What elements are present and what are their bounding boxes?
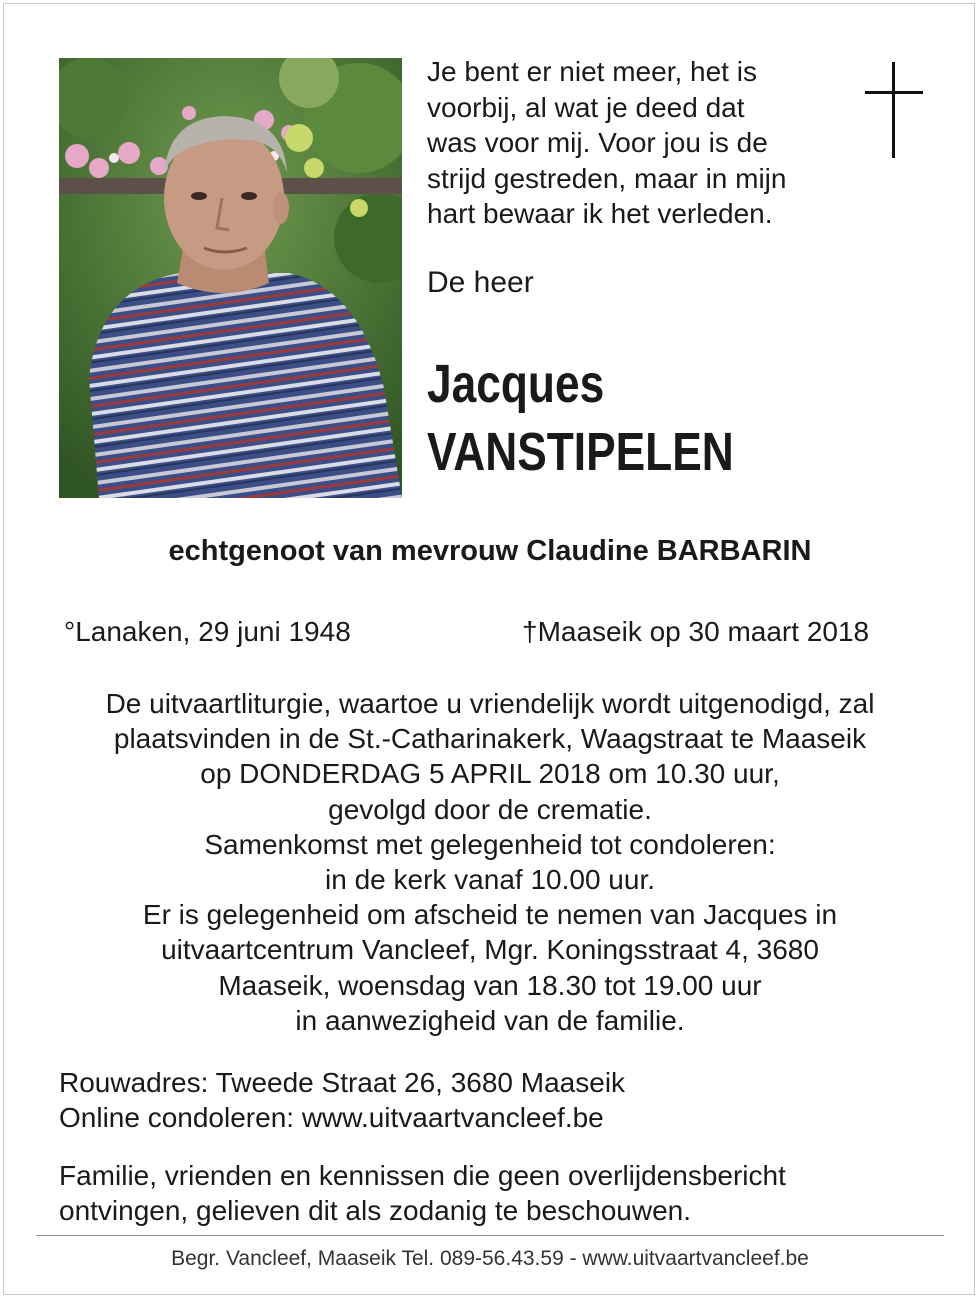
spouse-line: echtgenoot van mevrouw Claudine BARBARIN: [168, 535, 812, 567]
death-date: †Maaseik op 30 maart 2018: [522, 616, 870, 647]
poem-line: Je bent er niet meer, het is: [427, 56, 757, 87]
title-prefix: De heer: [427, 266, 534, 299]
first-name: Jacques: [427, 354, 605, 414]
online-condolence: Online condoleren: www.uitvaartvancleef.be: [59, 1101, 604, 1133]
details-line: De uitvaartliturgie, waartoe u vriendelijk wordt uitgenodigd, zal: [105, 688, 875, 719]
poem-line: hart bewaar ik het verleden.: [427, 198, 773, 229]
poem-line: strijd gestreden, maar in mijn: [427, 162, 787, 194]
funeral-details: [0, 686, 980, 1038]
details-line: gevolgd door de crematie.: [328, 793, 652, 825]
memorial-poem: [427, 54, 847, 232]
details-line: plaatsvinden in de St.-Catharinakerk, Waagstraat te Maaseik: [113, 723, 867, 755]
details-line: Maaseik, woensdag van 18.30 tot 19.00 uur: [218, 969, 762, 1001]
contact-info: [59, 1066, 625, 1135]
birth-date: °Lanaken, 29 juni 1948: [64, 616, 351, 647]
last-name: VANSTIPELEN: [427, 422, 734, 482]
notice-line: ontvingen, gelieven dit als zodanig te beschouwen.: [59, 1195, 691, 1226]
notice-text: [59, 1158, 786, 1228]
portrait-photo: [59, 58, 402, 498]
details-line: Samenkomst met gelegenheid tot condoleren:: [204, 828, 776, 860]
deceased-name: [427, 350, 734, 486]
cross-icon: [865, 62, 923, 158]
poem-line: voorbij, al wat je deed dat: [427, 91, 745, 123]
details-line: uitvaartcentrum Vancleef, Mgr. Koningsstraat 4, 3680: [161, 934, 819, 966]
poem-line: was voor mij. Voor jou is de: [427, 127, 768, 158]
notice-line: Familie, vrienden en kennissen die geen overlijdensbericht: [59, 1160, 786, 1191]
divider: [36, 1235, 944, 1236]
details-line: in de kerk vanaf 10.00 uur.: [325, 864, 655, 896]
mourning-address: Rouwadres: Tweede Straat 26, 3680 Maaseik: [59, 1067, 626, 1098]
details-line: op DONDERDAG 5 APRIL 2018 om 10.30 uur,: [200, 758, 780, 790]
details-line: in aanwezigheid van de familie.: [295, 1004, 685, 1036]
footer-credit: Begr. Vancleef, Maaseik Tel. 089-56.43.59 - www.uitvaartvancleef.be: [171, 1247, 809, 1270]
details-line: Er is gelegenheid om afscheid te nemen van Jacques in: [142, 899, 838, 931]
